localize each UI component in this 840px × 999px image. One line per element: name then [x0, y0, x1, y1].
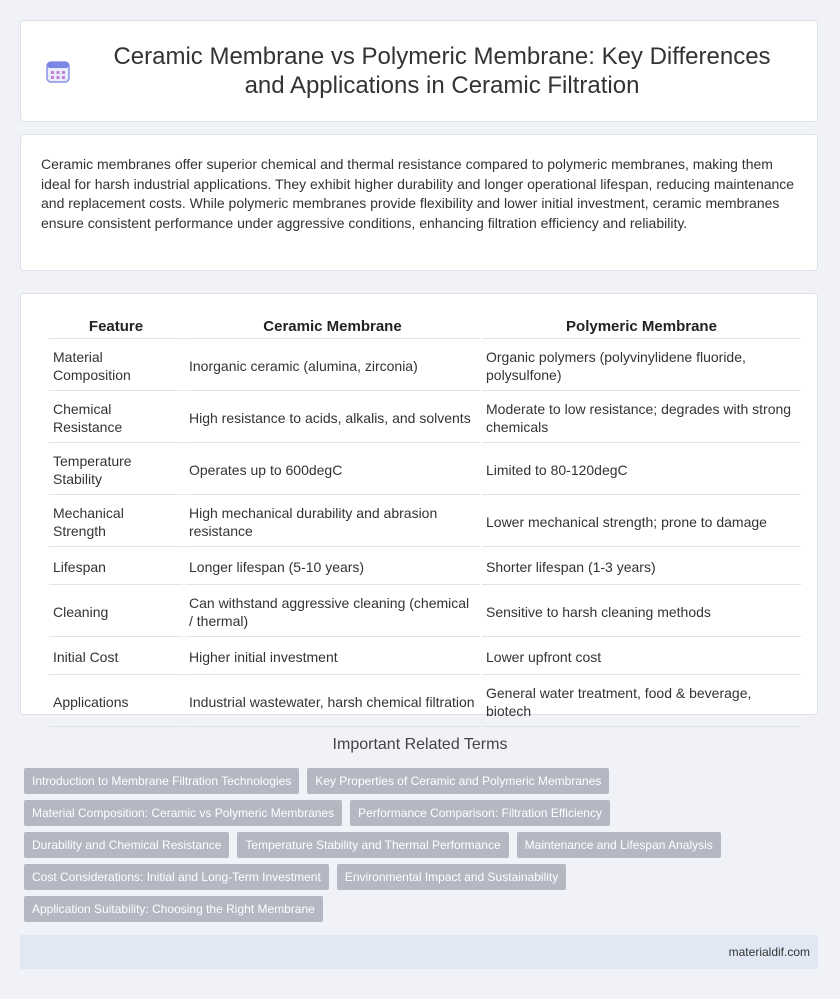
term-row [24, 864, 824, 890]
column-header-polymeric: Polymeric Membrane [482, 316, 801, 339]
polymeric-cell: Lower upfront cost [482, 639, 801, 675]
ceramic-cell: Inorganic ceramic (alumina, zirconia) [185, 341, 480, 391]
feature-cell: Temperature Stability [49, 445, 183, 495]
term-tag[interactable]: Application Suitability: Choosing the Right Membrane [24, 896, 323, 922]
table-row [49, 445, 801, 495]
footer [20, 935, 818, 969]
related-terms [24, 768, 824, 928]
polymeric-cell: Organic polymers (polyvinylidene fluoride, polysulfone) [482, 341, 801, 391]
ceramic-cell: Industrial wastewater, harsh chemical filtration [185, 677, 480, 727]
polymeric-cell: Moderate to low resistance; degrades with strong chemicals [482, 393, 801, 443]
polymeric-cell: Shorter lifespan (1-3 years) [482, 549, 801, 585]
table-row [49, 549, 801, 585]
table-row [49, 341, 801, 391]
term-row [24, 832, 824, 858]
table-row [49, 497, 801, 547]
table-row [49, 587, 801, 637]
term-tag[interactable]: Performance Comparison: Filtration Efficiency [350, 800, 610, 826]
header-card [20, 20, 818, 122]
feature-cell: Applications [49, 677, 183, 727]
feature-cell: Cleaning [49, 587, 183, 637]
ceramic-cell: High mechanical durability and abrasion resistance [185, 497, 480, 547]
term-tag[interactable]: Material Composition: Ceramic vs Polymeric Membranes [24, 800, 342, 826]
page-title: Ceramic Membrane vs Polymeric Membrane: Key Differences and Applications in Ceramic Filtration [113, 43, 771, 99]
feature-cell: Mechanical Strength [49, 497, 183, 547]
comparison-table-card [20, 293, 818, 719]
calendar-icon [45, 58, 71, 84]
table-header-row [49, 316, 801, 339]
polymeric-cell: Lower mechanical strength; prone to damage [482, 497, 801, 547]
term-tag[interactable]: Introduction to Membrane Filtration Technologies [24, 768, 299, 794]
feature-cell: Initial Cost [49, 639, 183, 675]
term-tag[interactable]: Durability and Chemical Resistance [24, 832, 229, 858]
term-row [24, 768, 824, 794]
ceramic-cell: High resistance to acids, alkalis, and solvents [185, 393, 480, 443]
intro-card [20, 134, 818, 271]
polymeric-cell: Limited to 80-120degC [482, 445, 801, 495]
header [21, 42, 817, 100]
feature-cell: Material Composition [49, 341, 183, 391]
ceramic-cell: Longer lifespan (5-10 years) [185, 549, 480, 585]
column-header-ceramic: Ceramic Membrane [185, 316, 480, 339]
intro-paragraph: Ceramic membranes offer superior chemical and thermal resistance compared to polymeric membranes, making them ideal for harsh industrial applications. They exhibit higher durability and longer operational lifespan, reducing maintenance and replacement costs. While polymeric membranes provide flexibility and lower initial investment, ceramic membranes ensure consistent performance under aggressive conditions, enhancing filtration efficiency and reliability. [41, 156, 795, 231]
polymeric-cell: Sensitive to harsh cleaning methods [482, 587, 801, 637]
term-tag[interactable]: Key Properties of Ceramic and Polymeric Membranes [307, 768, 609, 794]
term-tag[interactable]: Cost Considerations: Initial and Long-Term Investment [24, 864, 329, 890]
related-terms-heading: Important Related Terms [332, 736, 508, 753]
term-row [24, 800, 824, 826]
ceramic-cell: Can withstand aggressive cleaning (chemical / thermal) [185, 587, 480, 637]
table-row [49, 393, 801, 443]
table-row [49, 677, 801, 727]
feature-cell: Lifespan [49, 549, 183, 585]
term-row [24, 896, 824, 922]
footer-site-link[interactable]: materialdif.com [728, 945, 810, 959]
polymeric-cell: General water treatment, food & beverage, biotech [482, 677, 801, 727]
table-row [49, 639, 801, 675]
feature-cell: Chemical Resistance [49, 393, 183, 443]
column-header-feature: Feature [49, 316, 183, 339]
term-tag[interactable]: Environmental Impact and Sustainability [337, 864, 566, 890]
ceramic-cell: Higher initial investment [185, 639, 480, 675]
ceramic-cell: Operates up to 600degC [185, 445, 480, 495]
term-tag[interactable]: Temperature Stability and Thermal Performance [237, 832, 508, 858]
term-tag[interactable]: Maintenance and Lifespan Analysis [517, 832, 721, 858]
comparison-table [47, 314, 803, 729]
